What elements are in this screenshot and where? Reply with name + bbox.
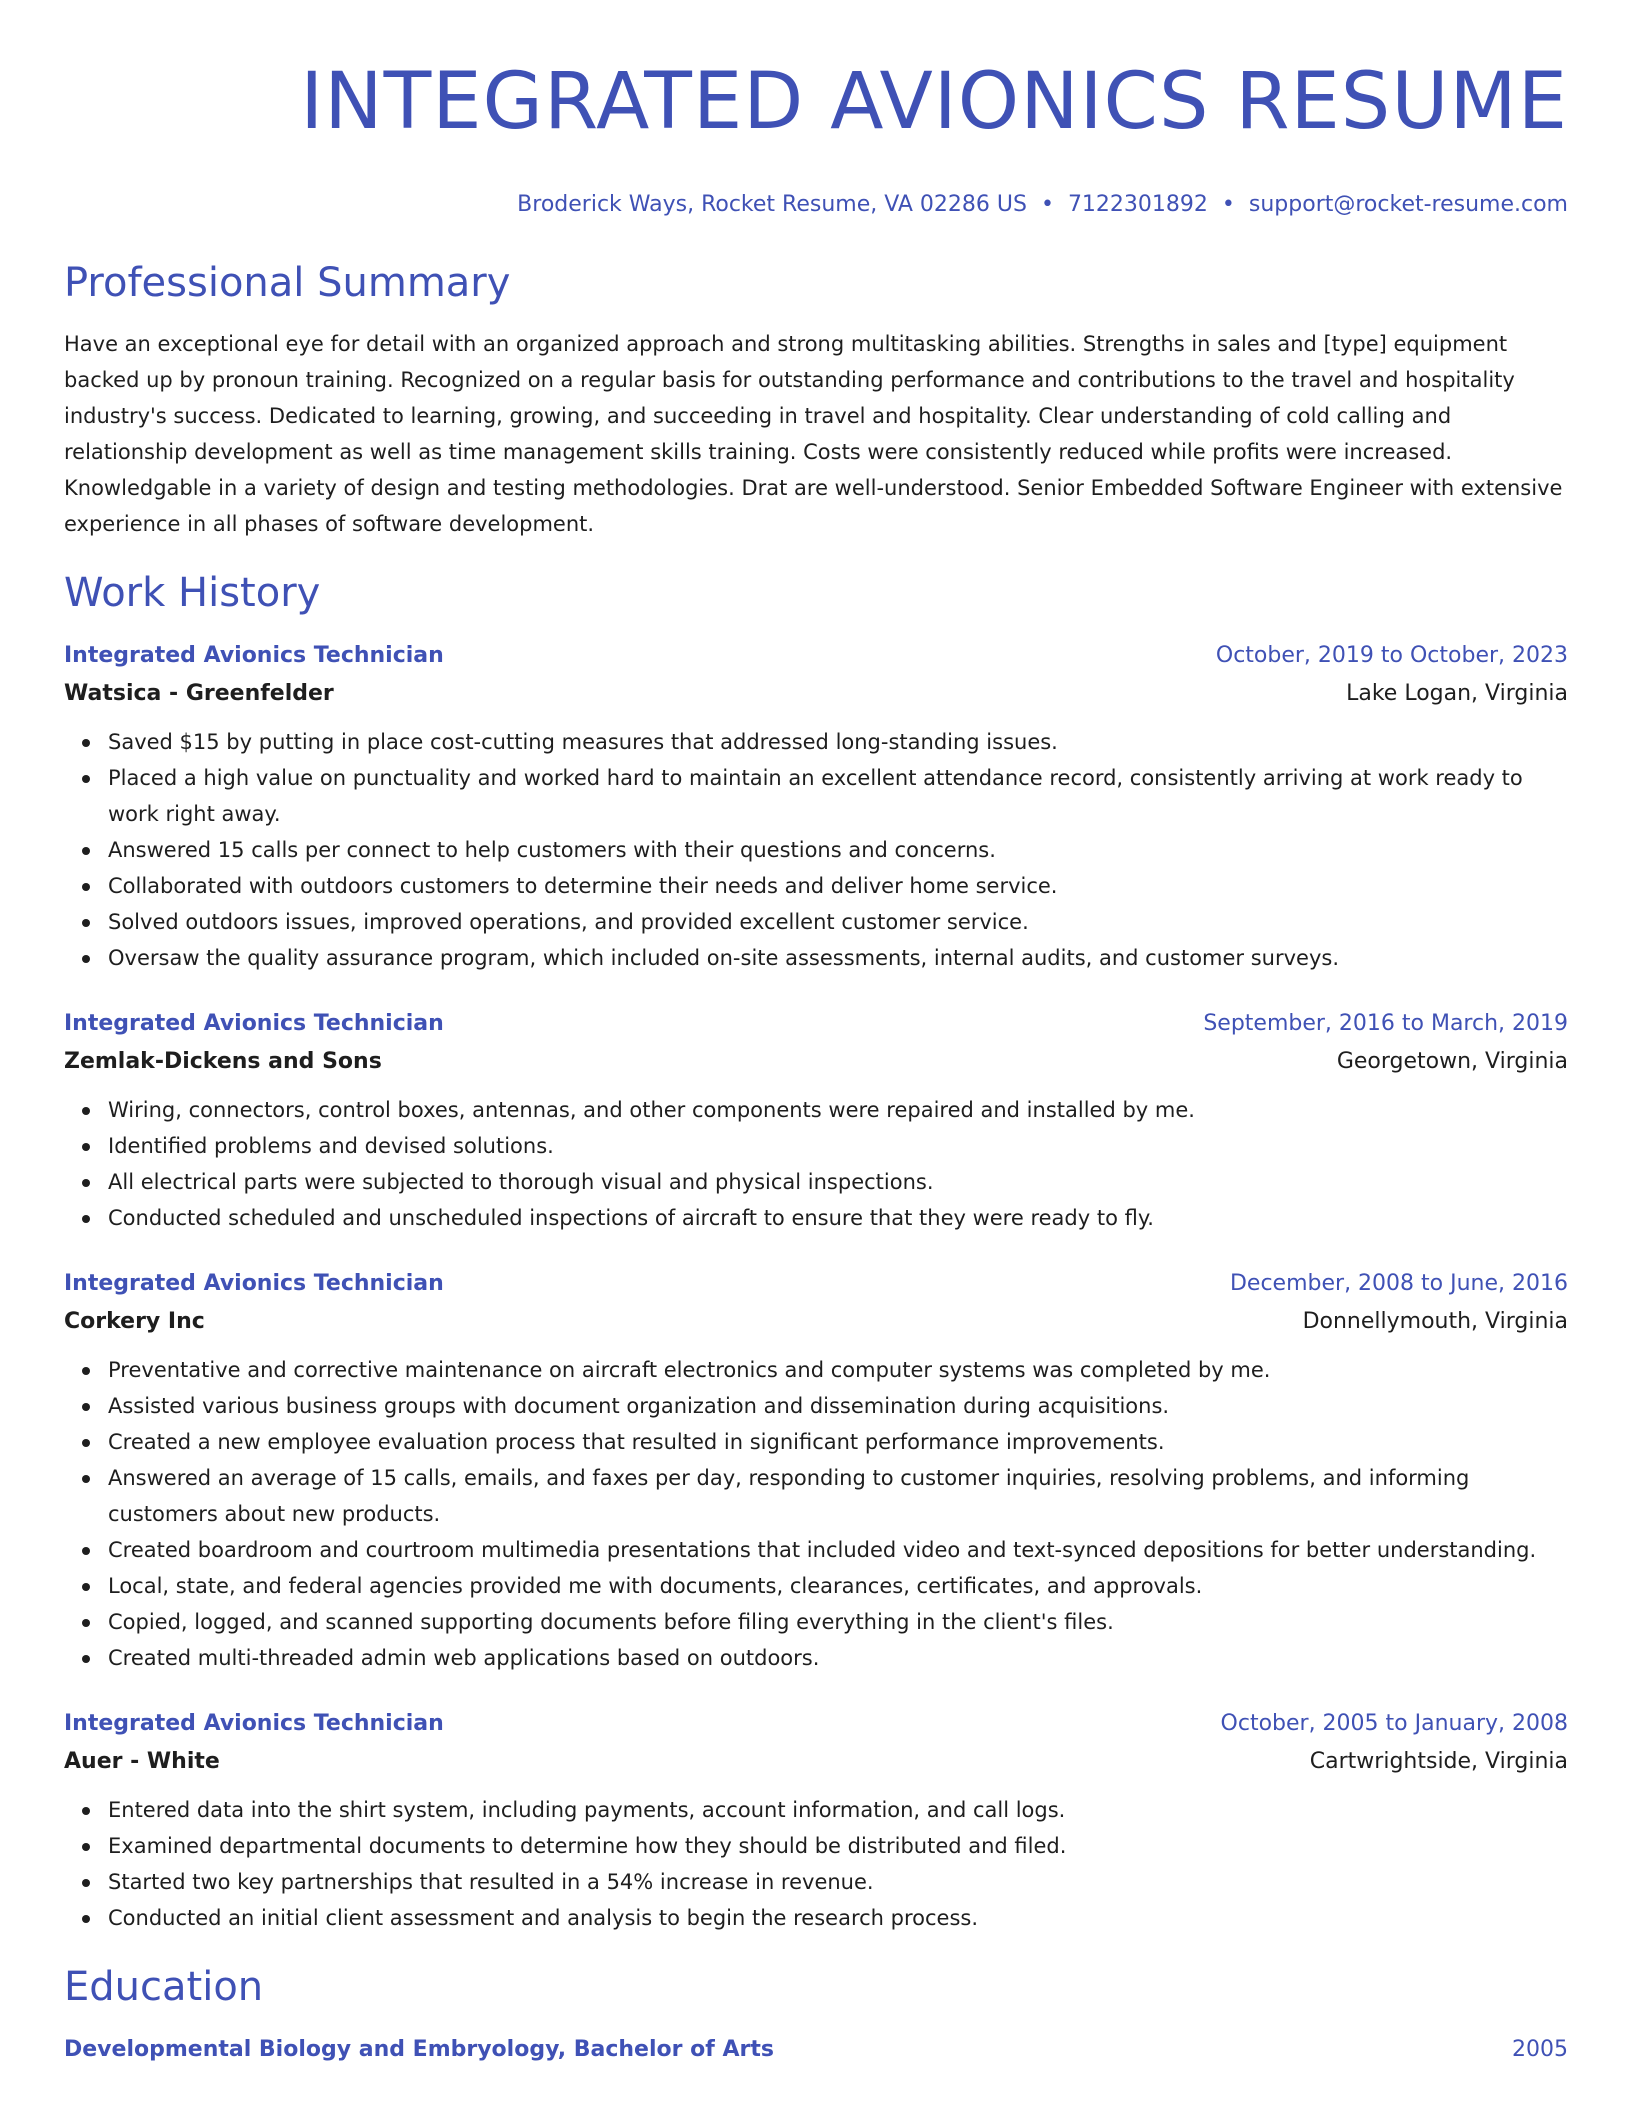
job-bullet: Created a new employee evaluation process that resulted in significant performance improvements. [108, 1424, 1568, 1460]
education-degree: Developmental Biology and Embryology, Bachelor of Arts [64, 2037, 774, 2062]
job-location: Georgetown, Virginia [1336, 1049, 1568, 1074]
job-bullets [64, 1352, 1568, 1676]
education-year: 2005 [1512, 2037, 1568, 2062]
job-company: Auer - White [64, 1749, 220, 1774]
resume-title: INTEGRATED AVIONICS RESUME [300, 57, 1568, 147]
job-header-row [64, 638, 1568, 674]
job-bullet: Oversaw the quality assurance program, which included on-site assessments, internal audits, and customer surveys. [108, 940, 1568, 976]
job-bullet: Examined departmental documents to determine how they should be distributed and filed. [108, 1828, 1568, 1864]
education-heading: Education [64, 1964, 264, 2010]
job-entry [64, 1266, 1568, 1676]
job-company-row [64, 1742, 1568, 1782]
contact-line [64, 190, 1568, 220]
job-header-row [64, 1006, 1568, 1042]
job-bullet: Created multi-threaded admin web applications based on outdoors. [108, 1640, 1568, 1676]
summary-text: Have an exceptional eye for detail with an organized approach and strong multitasking abilities. Strengths in sales and [type] equipment backed up by pronoun training. Recognized on a regular basis for outstanding performance and contributions to the travel and hospitality industry's success. Dedicated to learning, growing, and succeeding in travel and hospitality. Clear understanding of cold calling and relationship development as well as time management skills training. Costs were consistently reduced while profits were increased. Knowledgable in a variety of design and testing methodologies. Drat are well-understood. Senior Embedded Software Engineer with extensive experience in all phases of software development. [64, 332, 1563, 536]
job-bullet: Wiring, connectors, control boxes, antennas, and other components were repaired and installed by me. [108, 1092, 1568, 1128]
job-dates: September, 2016 to March, 2019 [1203, 1011, 1568, 1036]
job-dates: December, 2008 to June, 2016 [1229, 1271, 1568, 1296]
job-title: Integrated Avionics Technician [64, 1711, 444, 1736]
job-company: Corkery Inc [64, 1309, 205, 1334]
job-company: Zemlak-Dickens and Sons [64, 1049, 382, 1074]
job-bullet: Identified problems and devised solutions. [108, 1128, 1568, 1164]
job-company: Watsica - Greenfelder [64, 681, 334, 706]
job-location: Cartwrightside, Virginia [1309, 1749, 1568, 1774]
job-dates: October, 2019 to October, 2023 [1215, 643, 1568, 668]
job-bullet: Solved outdoors issues, improved operations, and provided excellent customer service. [108, 904, 1568, 940]
job-bullet: Answered an average of 15 calls, emails, and faxes per day, responding to customer inquiries, resolving problems, and informing customers about new products. [108, 1460, 1568, 1532]
job-bullet: All electrical parts were subjected to thorough visual and physical inspections. [108, 1164, 1568, 1200]
contact-separator: • [1221, 192, 1235, 217]
job-bullets [64, 724, 1568, 976]
job-bullet: Copied, logged, and scanned supporting documents before filing everything in the client's files. [108, 1604, 1568, 1640]
job-title: Integrated Avionics Technician [64, 643, 444, 668]
job-bullet: Answered 15 calls per connect to help customers with their questions and concerns. [108, 832, 1568, 868]
job-bullets [64, 1092, 1568, 1236]
contact-address: Broderick Ways, Rocket Resume, VA 02286 US [517, 192, 1027, 217]
job-bullet: Saved $15 by putting in place cost-cutting measures that addressed long-standing issues. [108, 724, 1568, 760]
job-location: Lake Logan, Virginia [1346, 681, 1568, 706]
job-bullet: Placed a high value on punctuality and worked hard to maintain an excellent attendance record, consistently arriving at work ready to work right away. [108, 760, 1568, 832]
job-entry [64, 638, 1568, 976]
job-bullet: Conducted an initial client assessment and analysis to begin the research process. [108, 1900, 1568, 1936]
job-bullet: Assisted various business groups with document organization and dissemination during acquisitions. [108, 1388, 1568, 1424]
education-row [64, 2032, 1568, 2068]
contact-email[interactable]: support@rocket-resume.com [1248, 192, 1568, 217]
job-bullet: Preventative and corrective maintenance on aircraft electronics and computer systems was completed by me. [108, 1352, 1568, 1388]
job-bullets [64, 1792, 1568, 1936]
job-header-row [64, 1266, 1568, 1302]
contact-separator: • [1040, 192, 1054, 217]
job-bullet: Collaborated with outdoors customers to determine their needs and deliver home service. [108, 868, 1568, 904]
job-company-row [64, 1042, 1568, 1082]
job-dates: October, 2005 to January, 2008 [1220, 1711, 1568, 1736]
job-location: Donnellymouth, Virginia [1302, 1309, 1568, 1334]
job-company-row [64, 674, 1568, 714]
job-header-row [64, 1706, 1568, 1742]
job-title: Integrated Avionics Technician [64, 1271, 444, 1296]
job-company-row [64, 1302, 1568, 1342]
contact-phone: 7122301892 [1067, 192, 1208, 217]
job-bullet: Local, state, and federal agencies provided me with documents, clearances, certificates, and approvals. [108, 1568, 1568, 1604]
job-bullet: Created boardroom and courtroom multimedia presentations that included video and text-synced depositions for better understanding. [108, 1532, 1568, 1568]
job-title: Integrated Avionics Technician [64, 1011, 444, 1036]
job-bullet: Entered data into the shirt system, including payments, account information, and call logs. [108, 1792, 1568, 1828]
work-history-heading: Work History [64, 570, 321, 616]
job-bullet: Conducted scheduled and unscheduled inspections of aircraft to ensure that they were ready to fly. [108, 1200, 1568, 1236]
job-entry [64, 1706, 1568, 1936]
summary-heading: Professional Summary [64, 260, 511, 306]
job-entry [64, 1006, 1568, 1236]
job-bullet: Started two key partnerships that resulted in a 54% increase in revenue. [108, 1864, 1568, 1900]
